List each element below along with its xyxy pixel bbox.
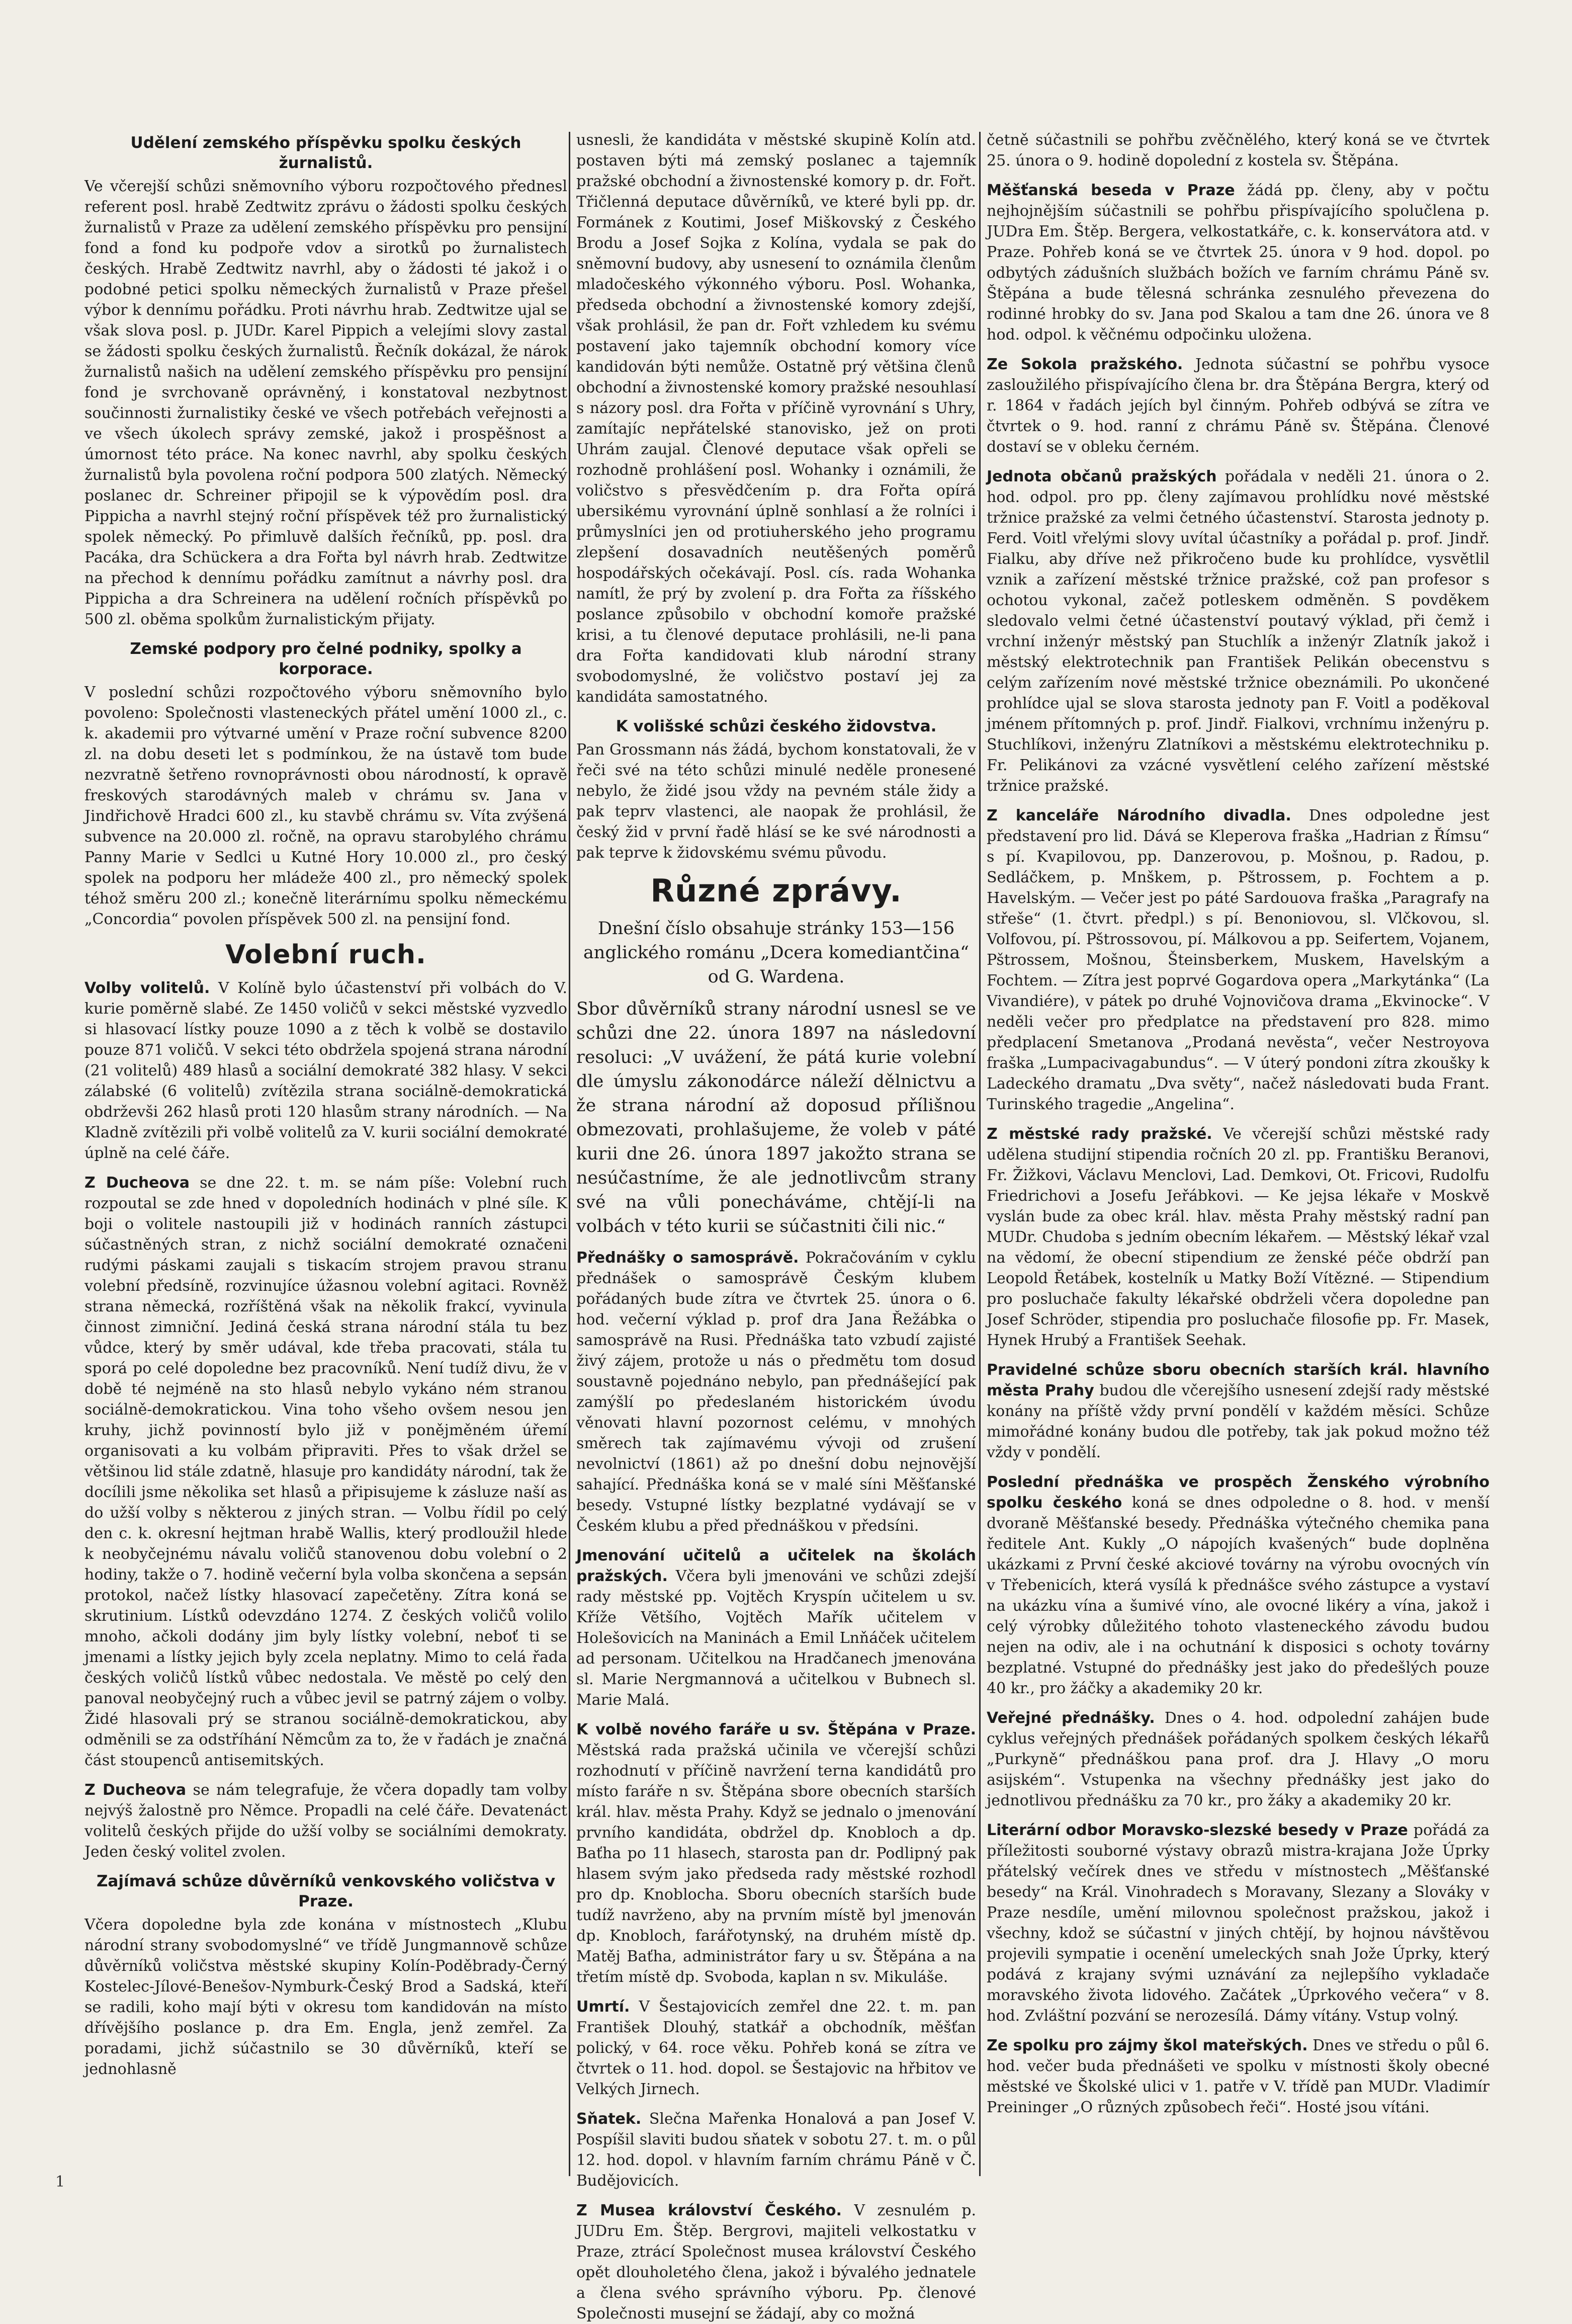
article bbox=[84, 1871, 567, 2080]
article-text: Jednota súčastní se pohřbu vysoce zasloužilého přispívajícího člena br. dra Štěpána Bergra, který od r. 1864 v řadách jejích byl činným. Pohřeb odbývá se zítra ve čtvrtek o 9. hod. ranní z chrámu Páně sv. Štěpána. Členové dostaví se v obleku černém. bbox=[987, 356, 1490, 456]
article bbox=[987, 1124, 1490, 1351]
article-lead: Pravidelné schůze sboru obecních starších král. hlavního města Prahy bbox=[987, 1361, 1490, 1399]
article-text: V Kolíně bylo účastenství při volbách do V. kurie poměrně slabé. Ze 1450 voličů v sekci městské vyzvedlo si hlasovací lístky pouze 1090 a z těch k volbě se dostavilo pouze 871 voličů. V sekci této obdržela spojená strana národní (21 volitelů) 489 hlasů a sociální demokraté 382 hlasy. V sekci zálabské (6 volitelů) zvítězila strana sociálně-demokratická obdrževši 262 hlasů proti 120 hlasům strany národních. — Na Kladně zvítězili při volbě volitelů za V. kurii sociální demokraté úplně na celé čáře. bbox=[84, 979, 567, 1162]
article-lead: Jmenování učitelů a učitelek na školách pražských. bbox=[576, 1547, 976, 1585]
section-heading: Volební ruch. bbox=[225, 940, 426, 970]
article bbox=[576, 1997, 976, 2100]
article bbox=[987, 2035, 1490, 2118]
article-lead: Veřejné přednášky. bbox=[987, 1709, 1155, 1727]
column-right bbox=[987, 130, 1490, 2182]
article-text: Dnes o 4. hod. odpolední zahájen bude cyklus veřejných přednášek pořádaných spolkem českých lékařů „Purkyně“ přednáškou pana prof. dra J. Hlavy „O moru asijském“. Vstupenka na všechny přednášky jest jako do jednotlivou přednášku za 70 kr., pro žáky a akademiky 20 kr. bbox=[987, 1709, 1490, 1809]
article-lead: Přednášky o samosprávě. bbox=[576, 1249, 799, 1267]
article-text: Pokračováním v cyklu přednášek o samosprávě Českým klubem pořádaných bude zítra ve čtvrtek 25. února o 6. hod. večerní výklad p. prof dra Jana Řežábka o samosprávě na Rusi. Přednáška tato vzbudí zajisté živý zájem, protože u nás o předmětu tom dosud soustavně pojednáno nebylo, pan přednášející pak zamýšlí po předeslaném historickém úvodu věnovati hlavní pozornost celému, v mnohých směrech tak zajímavému vývoji od zrušení nevolnictví (1861) až po dnešní dobu nejnovější sahající. Přednáška koná se v malé síni Měšťanské besedy. Vstupné lístky bezplatné vydávají se v Českém klubu a před přednáškou v předsíni. bbox=[576, 1249, 976, 1535]
article-text: Ve včerejší schůzi sněmovního výboru rozpočtového přednesl referent posl. hrabě Zedtwitz zprávu o žádosti spolku českých žurnalistů v Praze za udělení zemského příspěvku pro pensijní fond a fond ku podpoře vdov a sirotků po žurnalistech českých. Hrabě Zedtwitz navrhl, aby o žádosti té jakož i o podobné petici spolku německých žurnalistů v Praze přešel výbor k dennímu pořádku. Proti návrhu hrab. Zedtwitze ujal se však slova posl. p. JUDr. Karel Pippich a velejími slovy zastal se žádosti spolku českých žurnalistů. Řečník dokázal, že nárok žurnalistů našich na udělení zemského příspěvku pro pensijní fond je svrchovaně oprávněný, i konstatoval nezbytnost součinnosti žurnalistiky české ve všech potřebách veřejnosti a ve všech úkolech správy zemské, jakož i prospěšnost a úmornost této práce. Na konec navrhl, aby spolku českých žurnalistů byla povolena roční podpora 500 zlatých. Německý poslanec dr. Schreiner připojil se k výpovědím posl. dra Pippicha a navrhl stejný roční příspěvek též pro žurnalistický spolek německý. Po přimluvě dalších řečníků, pp. posl. dra Pacáka, dra Schückera a dra Fořta byl návrh hrab. Zedtwitze na přechod k dennímu pořádku zamítnut a návrhy posl. dra Pippicha a dra Schreinera na udělení ročních příspěvků po 500 zl. oběma spolkům žurnalistickým přijaty. bbox=[84, 178, 567, 628]
article-lead: Z Ducheova bbox=[84, 1174, 190, 1192]
resolution-article: Sbor důvěrníků strany národní usnesl se ve schůzi dne 22. února 1897 na následovní resoluci: „V uvážení, že pátá kurie volební dle úmyslu zákonodárce náleží dělnictvu a že strana národní až doposud přílišnou obmezovati, prohlašujeme, že voleb v páté kurii dne 26. února 1897 jakožto strana se nesúčastníme, že ale jednotlivcům strany své na vůli ponecháváme, chtějí-li na volbách v této kurii se súčastniti čili nic.“ bbox=[576, 999, 976, 1236]
article bbox=[987, 1708, 1490, 1811]
article-text: žádá pp. členy, aby v počtu nejhojnějším súčastnili se pohřbu přispívajícího spolučlena p. JUDra Em. Štěp. Bergera, velkostatkáře, c. k. konservátora atd. v Praze. Pohřeb koná se ve čtvrtek 25. února v 9 hod. dopol. po odbytých zádušních službách božích ve farním chrámu Páně sv. Štěpána a bude tělesná schránka zesnulého převezena do rodinné hrobky do sv. Jana pod Skalou a tam dne 26. února ve 8 hod. odpol. k věčnému odpočinku uložena. bbox=[987, 182, 1490, 344]
column-left bbox=[84, 130, 567, 2182]
article-text: Dnes ve středu o půl 6. hod. večer buda přednášeti ve spolku v místnosti školy obecné městské ve Školské ulici v 1. patře v V. třídě pan MUDr. Vladimír Preininger „O různých způsobech řeči“. Hosté jsou vítáni. bbox=[987, 2037, 1490, 2116]
article-lead: Z Ducheova bbox=[84, 1781, 187, 1799]
article-heading: Zemské podpory pro čelné podniky, spolky a korporace. bbox=[130, 640, 522, 678]
article-lead: Literární odbor Moravsko-slezské besedy v Praze bbox=[987, 1821, 1408, 1839]
article-lead: Jednota občanů pražských bbox=[987, 468, 1217, 485]
article-text: Dnes odpoledne jest představení pro lid. Dává se Kleperova fraška „Hadrian z Římsu“ s pí. Kvapilovou, pp. Danzerovou, p. Mošnou, p. Radou, p. Sedláčkem, p. Mnškem, p. Pštrossem, p. Fochtem a p. Havelským. — Večer jest po páté Sardouova fraška „Paragrafy na střeše“ (1. čtvrt. předpl.) s pí. Benoniovou, sl. Vlčkovou, sl. Volfovou, pí. Pštrossovou, pí. Málkovou a pp. Seifertem, Vojanem, Pštrossem, Mošnou, Šteinsberkem, Muskem, Havelským a Fochtem. — Zítra jest poprvé Gogardova opera „Markytánka“ (La Vivandiére), v pátek po druhé Vojnovičova drama „Ekvinocke“. V neděli večer pro předplatce na představení pro 828. mimo předplacení Smetanova „Prodaná nevěsta“, večer Nestroyova fraška „Lumpacivagabundus“. — V úterý pondoni zítra zkoušky k Ladeckého dramatu „Dva světy“, načež následovati buda Frant. Turinského tragedie „Angelina“. bbox=[987, 807, 1490, 1113]
article bbox=[987, 466, 1490, 796]
article-heading: K volišské schůzi českého židovstva. bbox=[616, 717, 937, 735]
article-text: Slečna Mařenka Honalová a pan Josef V. Pospíšil slaviti budou sňatek v sobotu 27. t. m. o půl 12. hod. dopol. v hlavním farním chrámu Páně v Č. Budějovicích. bbox=[576, 2110, 976, 2190]
article-text: pořádá za příležitosti souborné výstavy obrazů mistra-krajana Jože Úprky přátelský večírek dnes ve středu v místnostech „Měšťanské besedy“ na Král. Vinohradech s Moravany, Slezany a Slováky v Praze nesdíle, umění milovnou společnost pražskou, jakož i všechny, kdož se súčastní v jiných chtějí, by hojnou návštěvou projevili sympatie i ocenění umeleckých snah Jože Úprky, který podává z krajany svými uznávání za nejlepšího vykladače moravského života lidového. Začátek „Úprkového večera“ v 8. hod. Zvláštní pozvání se nerozesílá. Dámy vítány. Vstup volný. bbox=[987, 1821, 1490, 2025]
article-lead: Ze spolku pro zájmy škol mateřských. bbox=[987, 2037, 1308, 2054]
section-heading: Různé zprávy. bbox=[650, 872, 902, 909]
article-text: Včera byli jmenováni ve schůzi zdejší rady městské pp. Vojtěch Kryspín učitelem u sv. Kříže Většího, Vojtěch Mařík učitelem v Holešovicích na Maninách a Emil Lnňáček učitelem ad personam. Učitelkou na Hradčanech jmenována sl. Marie Nergmannová a učitelkou v Bubnech sl. Marie Malá. bbox=[576, 1567, 976, 1709]
article bbox=[576, 1719, 976, 1987]
article-text: koná se dnes odpoledne o 8. hod. v menší dvoraně Měšťanské besedy. Přednáška výtečného chemika pana ředitele Ant. Kukly „O nápojích kvašených“ bude doplněna ukázkami z První české akciové továrny na výrobu ovocných vín v Třebenicích, která vysílá k přednášce svého zástupce a vystaví na ukázku vína a šumivé víno, ale ovocné likéry a vína, jakož i celý výrobky důležitého tohoto vlasteneckého závodu budou nejen na odiv, ale i na ochutnání k disposici s ochoty továrny bezplatné. Vstupné do přednášky jest jako do předešlých pouze 40 kr., pro žáčky a akademiky 20 kr. bbox=[987, 1494, 1490, 1697]
article-text: Městská rada pražská učinila ve včerejší schůzi rozhodnutí v příčině navržení terna kandidátů pro místo faráře n sv. Štěpána sbore obecních starších král. hlav. města Prahy. Když se jednalo o jmenování prvního kandidáta, obdržel dp. Knobloch a dp. Baťha po 11 hlasech, starosta pan dr. Podlipný pak hlasem svým jako předseda rady městské rozhodl pro dp. Knoblocha. Sboru obecních starších bude tudíž navrženo, aby na prvním místě byl jmenován dp. Knobloch, farářotynský, na druhém místě dp. Matěj Baťha, administrátor fary u sv. Štěpána a na třetím místě dp. Svoboda, kaplan n sv. Mikuláše. bbox=[576, 1741, 976, 1986]
article bbox=[84, 639, 567, 930]
article-continued: usnesli, že kandidáta v městské skupině Kolín atd. postaven býti má zemský poslanec a tajemník pražské obchodní a živnostenské komory p. dr. Fořt. Třičlenná deputace důvěrníků, ve které byli pp. dr. Formánek z Koutimi, Josef Miškovský z Českého Brodu a Josef Sojka z Kolína, vydala se pak do sněmovní budovy, aby usnesení to oznámila členům mladočeského výkonného výboru. Posl. Wohanka, předseda obchodní a živnostenské komory zdejší, však prohlásil, že pan dr. Fořt vzhledem ku svému postavení jako tajemník obchodní komory více kandidován býti nemůže. Ostatně prý většina členů obchodní a živnostenské komory pražské nesouhlasí s názory posl. dra Fořta v příčině vyrovnání s Uhry, zamítajíc nepřátelské stanovisko, jež on proti Uhrám zaujal. Členové deputace však opřeli se rozhodně prohlášení posl. Wohanky i oznámili, že voličstvo s přesvědčením p. dra Fořta opírá ubersikému vyrovnání úplně sonhlasí a že rolníci i průmyslníci jen od protiuherského jeho programu zlepšení dosavadních neutěšených poměrů hospodářských očekávají. Posl. cís. rada Wohanka namítl, že prý by zvolení p. dra Fořta za říšského poslance způsobilo v obchodní komoře pražské krisi, a tu členové deputace prohlásili, ne-li pana dra Fořta kandidovati klub národní strany svobodomyslné, že voličstvo postaví jej za kandidáta samostatného. bbox=[576, 131, 976, 706]
article-lead: Z kanceláře Národního divadla. bbox=[987, 807, 1291, 824]
article bbox=[84, 1173, 567, 1771]
article bbox=[84, 133, 567, 630]
article-lead: Ze Sokola pražského. bbox=[987, 356, 1183, 373]
article bbox=[987, 805, 1490, 1115]
article-text: Ve včerejší schůzi městské rady udělena studijní stipendia ročních 20 zl. pp. Františku Beranovi, Fr. Žižkovi, Václavu Menclovi, Lad. Demkovi, Ot. Fricovi, Rudolfu Friedrichovi a Josefu Jeřábkovi. — Ke jejsa lékaře v Moskvě vyslán bude za obec král. hlav. města Prahy městský radní pan MUDr. Chudoba s jedním obecním lékařem. — Městský lékař vzal na vědomí, že obecní stipendium ze ženské péče obdrží pan Leopold Řetábek, kostelník u Matky Boží Vítězné. — Stipendium pro posluchače fakulty lékařské obdrželi včera dopoledne pan Josef Schröder, stipendia pro posluchače filosofie pp. Fr. Masek, Hynek Hrubý a František Seehak. bbox=[987, 1125, 1490, 1349]
article bbox=[576, 716, 976, 863]
article-lead: Měšťanská beseda v Praze bbox=[987, 182, 1235, 199]
article-text: se dne 22. t. m. se nám píše: Volební ruch rozpoutal se zde hned v dopoledních hodinách v plné síle. K boji o volitele nastoupili již v hodinách ranních zástupci súčastněných stran, z nichž sociální demokraté označeni rudými páskami zaujali s tiskacím strojem pravou stranu volební předsíně, rozvinujíce úžasnou volební agitaci. Rovněž strana německá, rozříštěná však na několik frakcí, vyvinula činnost zimniční. Jediná česká strana národní stála tu bez vůdce, který by směr udával, kde třeba pracovati, stála tu sporá po celé dopoledne bez pracovníků. Není tudíž divu, že v době té nejméně na sto hlasů nebylo vykáno ném stranou sociálně-demokratickou. Vina toho všeho ovšem nesou jen kruhy, jichž povinností bylo již v ponějměném úřemí organisovati a ku volbám připraviti. Přes to však držel se většinou lid stále zdatně, hlasuje pro kandidáty národní, tak že docílili jsme několika set hlasů a připisujeme k zásluze naší as do užší volby s některou z jiných stran. — Volbu řídil po celý den c. k. okresní hejtman hrabě Wallis, který prodloužil hlede k neobyčejnému návalu voličů stanovenou dobu volební o 2 hodiny, takže o 7. hodině večerní byla volba skončena a sepsán protokol, načež lístky hlasovací zapečetěny. Zítra koná se skrutinium. Lístků odevzdáno 1274. Z českých voličů volilo mnoho, ačkoli dodány jim byly lístky volební, neboť ti se jmenami a lístky jejich byly zcela neplatny. Mimo to celá řada českých voličů lístků vůbec nedostala. Ve městě po celý den panoval neobyčejný ruch a vůbec jevil se patrný zájem o volby. Židé hlasovali prý se stranou sociálně-demokratickou, aby odměnili se za odstříhání Němcům za to, že v řadách je značná část stoupenců antisemitských. bbox=[84, 1174, 567, 1769]
article-text: pořádala v neděli 21. února o 2. hod. odpol. pro pp. členy zajímavou prohlídku nové městské tržnice pražské za velmi četného účastenství. Starosta jednoty p. Ferd. Voitl vřelými slovy uvítal účastníky a pořádal p. prof. Jindř. Fialku, aby dříve než přikročeno bude ku prohlídce, vysvětlil vznik a zařízení městské tržnice pražské, což pan profesor s ochotou vykonal, začež potleskem odměněn. S povděkem sledovalo velmi četné účastenství poutavý výklad, při čemž i vrchní inženýr městský pan Stuchlík a inženýr Zlatník jakož i městský elektrotechnik pan František Pelikán obecenstvu s celým zařízením nové městské tržnice obeznámili. Po ukončené prohlídce ujal se slova starosta jednoty pan F. Voitl a poděkoval jménem přítomných p. prof. Jindř. Fialkovi, vrchnímu inženýru p. Stuchlíkovi, inženýru Zlatníkovi a městskému elektrotechniku p. Fr. Pelikánovi za vzácné vysvětlení celého zařízení městské tržnice pražské. bbox=[987, 468, 1490, 795]
article-heading: Udělení zemského příspěvku spolku českých žurnalistů. bbox=[130, 134, 521, 172]
article-heading: Zajímavá schůze důvěrníků venkovského voličstva v Praze. bbox=[96, 1872, 556, 1911]
article-lead: Sňatek. bbox=[576, 2110, 642, 2128]
article bbox=[576, 2200, 976, 2324]
article-text: V poslední schůzi rozpočtového výboru sněmovního bylo povoleno: Společnosti vlasteneckých přátel umění 1000 zl., c. k. akademii pro výtvarné umění v Praze roční subvence 8200 zl. na dobu deseti let s podmínkou, že na ústavě tom bude nezvratně šetřeno rovnoprávnosti obou národností, k opravě freskových starodávných maleb v chrámu sv. Jana v Jindřichově Hradci 600 zl., ku stavbě chrámu sv. Víta zvýšená subvence na 20.000 zl. ročně, na opravu starobylého chrámu Panny Marie v Sedlci u Kutné Hory 10.000 zl., pro český spolek na podporu her mládeže 400 zl., pro německý spolek téhož směru 200 zl.; konečně literárnímu spolku německému „Concordia“ povolen příspěvek 500 zl. na pensijní fond. bbox=[84, 684, 567, 928]
article-lead: Poslední přednáška ve prospěch Ženského výrobního spolku českého bbox=[987, 1473, 1490, 1512]
article bbox=[987, 1820, 1490, 2026]
article-text: Pan Grossmann nás žádá, bychom konstatovali, že v řeči své na této schůzi minulé neděle pronesené nebylo, že židé jsou vždy na pevném stále židy a pak teprv vlastenci, ale naopak že prohlásil, že český žid v první řadě hlásí se ke své národnosti a pak teprve k židovskému svému původu. bbox=[576, 741, 976, 862]
article-lead: Umrtí. bbox=[576, 1998, 630, 2016]
notice: Dnešní číslo obsahuje stránky 153—156 anglického románu „Dcera komediantčina“ od G. Wardena. bbox=[583, 919, 970, 987]
margin-mark: 1 bbox=[55, 2173, 65, 2191]
article bbox=[576, 1248, 976, 1536]
article-continued: četně súčastnili se pohřbu zvěčnělého, který koná se ve čtvrtek 25. února o 9. hodině dopolední z kostela sv. Štěpána. bbox=[987, 131, 1490, 170]
article-text: V Šestajovicích zemřel dne 22. t. m. pan František Dlouhý, statkář a obchodník, měšťan polický, v 64. roce věku. Pohřeb koná se zítra ve čtvrtek o 11. hod. dopol. se Šestajovic na hřbitov ve Velkých Jirnech. bbox=[576, 1998, 976, 2098]
article-lead: Volby volitelů. bbox=[84, 979, 210, 997]
column-rule bbox=[569, 132, 570, 2176]
article bbox=[987, 1472, 1490, 1699]
article-text: se nám telegrafuje, že včera dopadly tam volby nejvýš žalostně pro Němce. Propadli na celé čáře. Devatenáct volitelů českých přijde do užší volby se sociálními demokraty. Jeden český volitel zvolen. bbox=[84, 1781, 567, 1861]
article-text: budou dle včerejšího usnesení zdejší rady městské konány na příště vždy první pondělí v každém měsíci. Schůze mimořádné konány budou dle potřeby, tak jak pokud možno též vždy v pondělí. bbox=[987, 1382, 1490, 1461]
article-text: V zesnulém p. JUDru Em. Štěp. Bergrovi, majiteli velkostatku v Praze, ztrácí Společnost musea království Českého opět dlouholetého člena, jakož i bývalého jednatele a člena svého správního výboru. Pp. členové Společnosti musejní se žádají, aby co možná bbox=[576, 2202, 976, 2322]
article bbox=[84, 978, 567, 1164]
article-text: Včera dopoledne byla zde konána v místnostech „Klubu národní strany svobodomyslné“ ve třídě Jungmannově schůze důvěrníků voličstva městské skupiny Kolín-Poděbrady-Černý Kostelec-Jílové-Benešov-Nymburk-Český Brod a Sadská, kteří se radili, koho mají býti v okresu tom kandidován na místo dřívějšího poslance p. dra Em. Engla, jenž zemřel. Za poradami, jichž súčastnilo se 30 důvěrníků, kteří se jednohlasně bbox=[84, 1916, 567, 2078]
article-lead: K volbě nového faráře u sv. Štěpána v Praze. bbox=[576, 1721, 976, 1738]
article-lead: Z Musea království Českého. bbox=[576, 2202, 842, 2219]
article bbox=[576, 1545, 976, 1710]
article bbox=[987, 1360, 1490, 1463]
article-lead: Z městské rady pražské. bbox=[987, 1125, 1212, 1143]
article bbox=[987, 180, 1490, 345]
column-rule bbox=[979, 132, 981, 2176]
article bbox=[84, 1780, 567, 1862]
article bbox=[576, 2109, 976, 2191]
column-middle bbox=[576, 130, 976, 2322]
article bbox=[987, 354, 1490, 457]
